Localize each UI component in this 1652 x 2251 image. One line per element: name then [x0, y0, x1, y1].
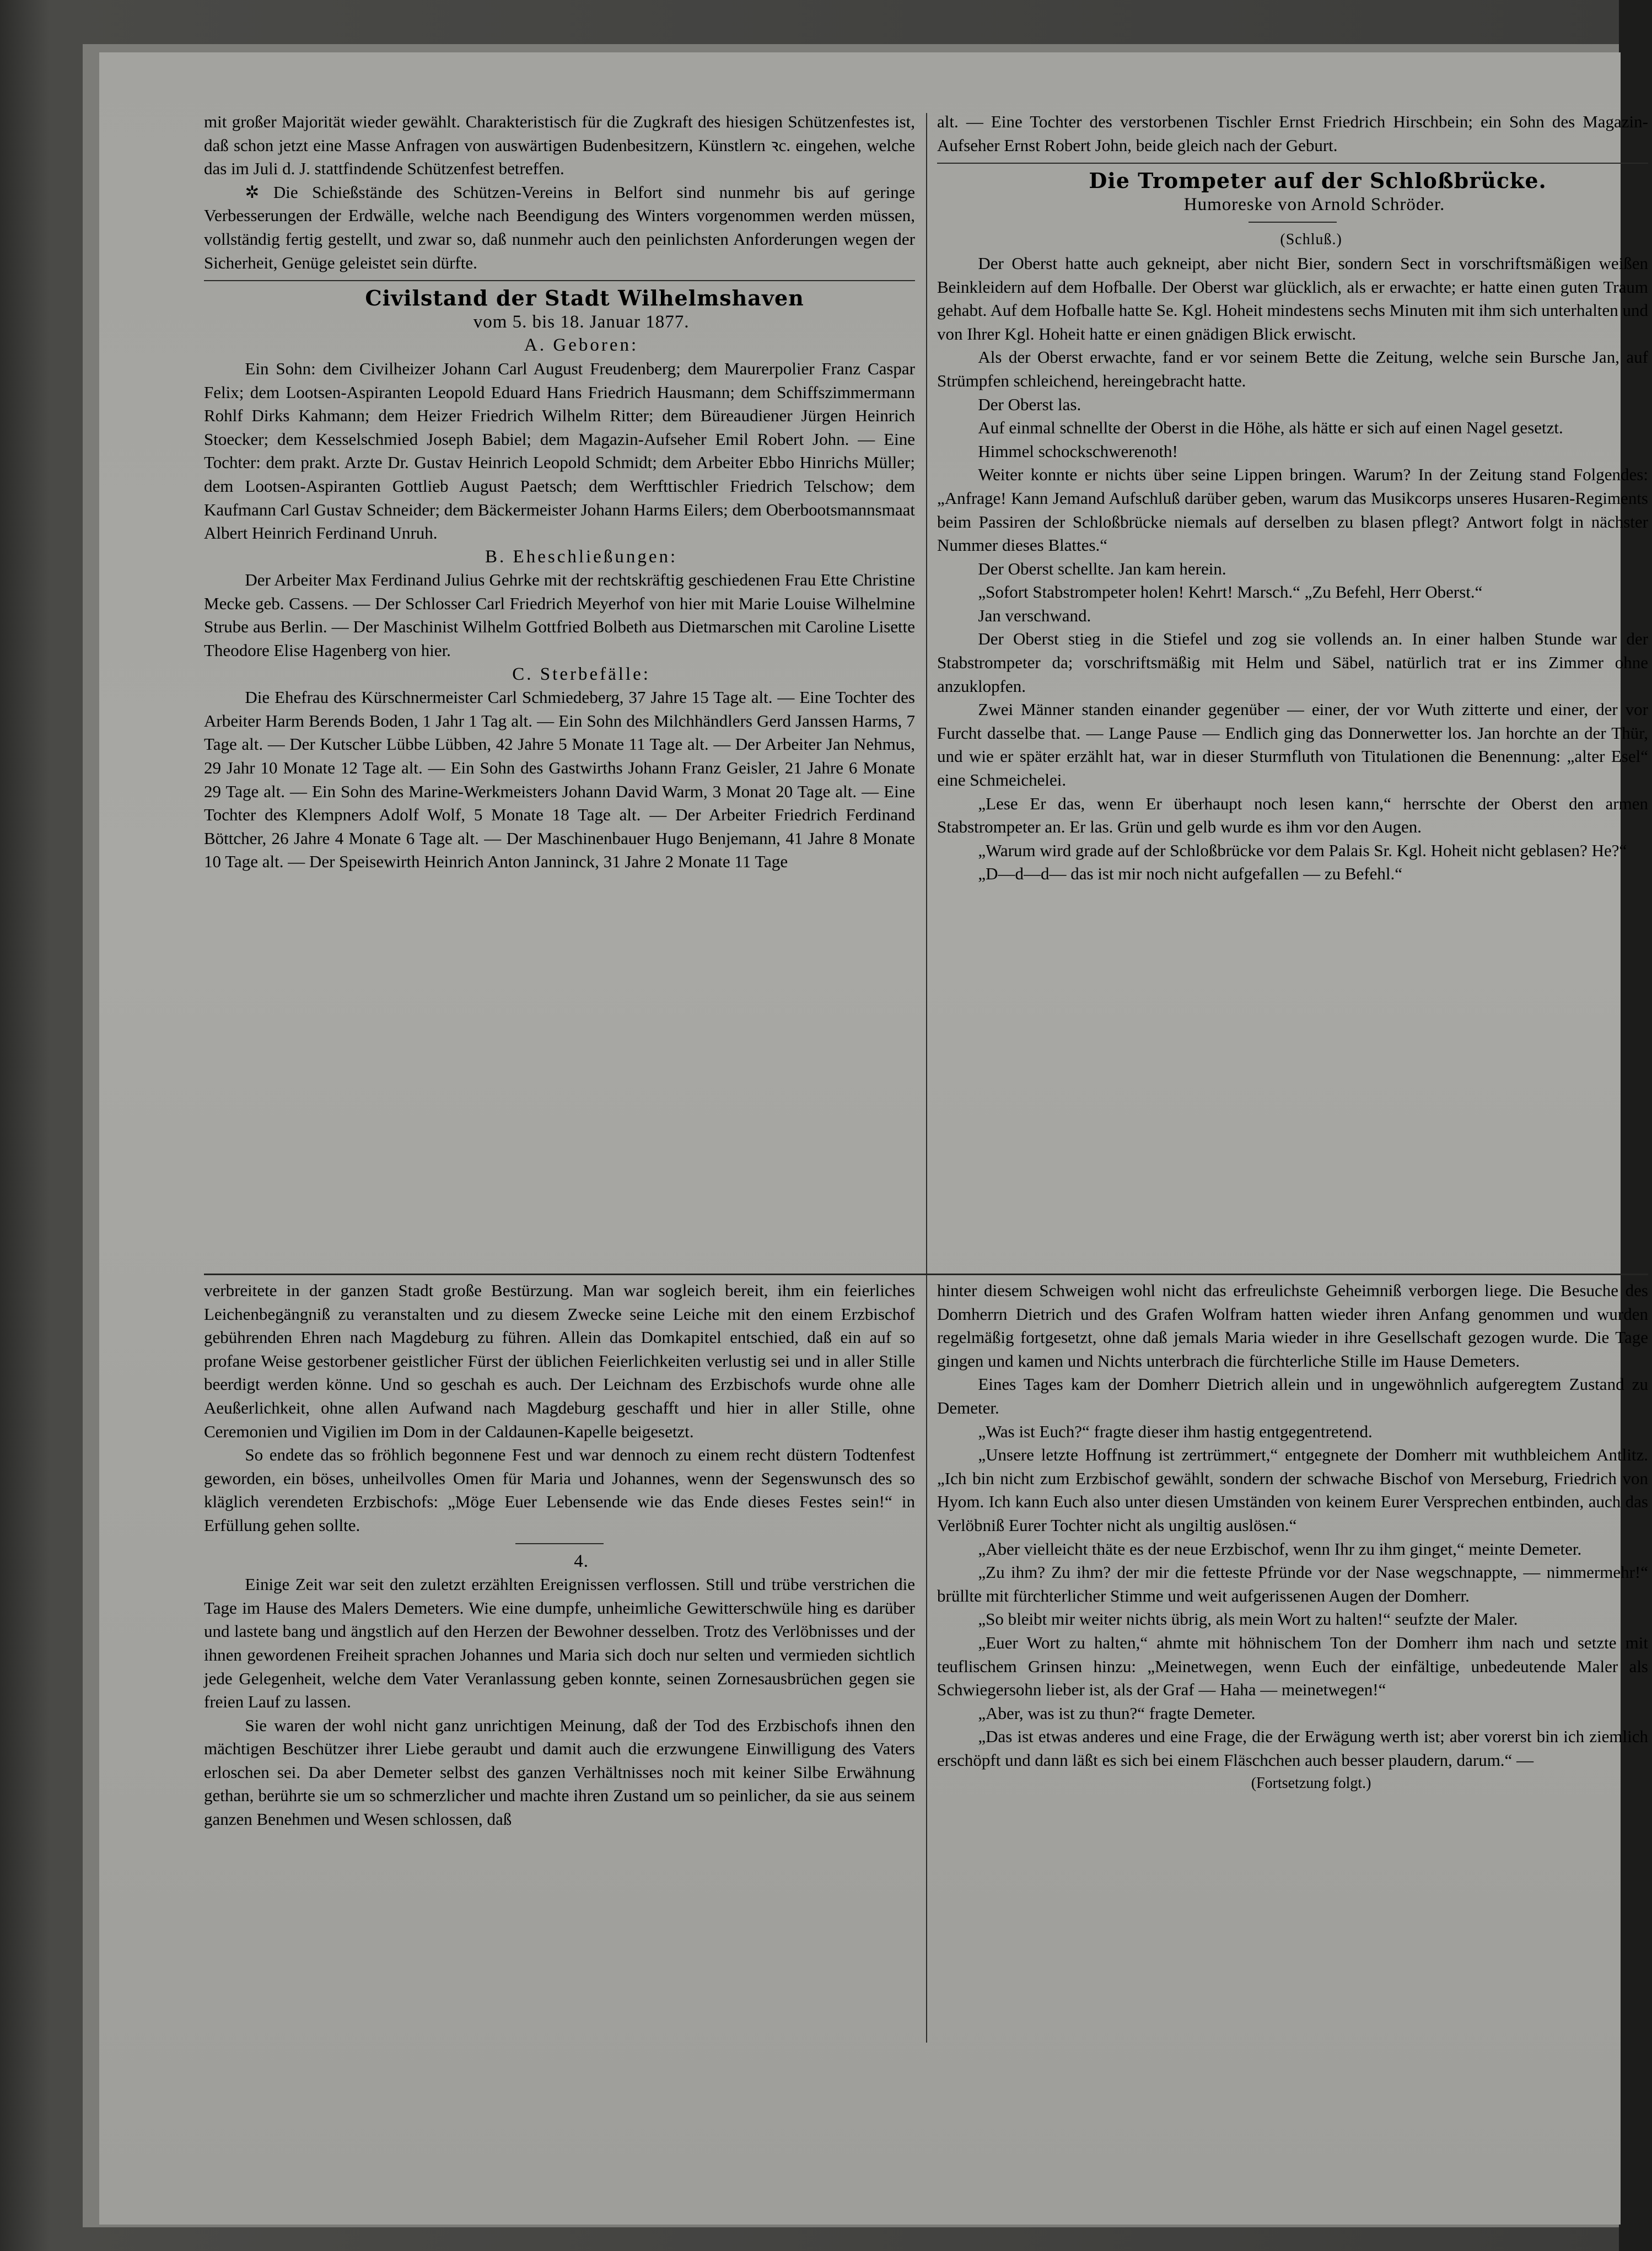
rule	[515, 1543, 604, 1544]
story-paragraph: Auf einmal schnellte der Oberst in die Höhe, als hätte er sich auf einen Nagel gesetzt.	[978, 418, 1563, 438]
serial-paragraph: „So bleibt mir weiter nichts übrig, als mein Wort zu halten!“ seufzte der Maler.	[978, 1609, 1518, 1629]
serial-paragraph: „Was ist Euch?“ fragte dieser ihm hastig entgegentretend.	[978, 1421, 1373, 1441]
serial-paragraph: „Unsere letzte Hoffnung ist zertrümmert,“ entgegnete der Domherr mit wuthbleichem Antlitz. „Ich bin nicht zum Erzbischof gewählt, sondern der schwache Bischof von Merseburg, Friedrich von Hyom. Ich kann Euch also unter diesen Umständen von keinem Eurer Versprechen entbinden, auch das Verlöbniß Eurer Tochter nicht als ungiltig auslösen.“	[937, 1445, 1648, 1535]
local-news-paragraph: mit großer Majorität wieder gewählt. Charakteristisch für die Zugkraft des hiesigen Schützenfestes ist, daß schon jetzt eine Masse Anfragen von auswärtigen Budenbesitzern, Künstlern ꝛc. eingehen, welche das im Juli d. J. stattfindende Schützenfest betreffen.	[204, 112, 915, 179]
serial-paragraph: „Aber vielleicht thäte es der neue Erzbischof, wenn Ihr zu ihm ginget,“ meinte Demeter.	[978, 1539, 1582, 1559]
story-paragraph: Zwei Männer standen einander gegenüber — einer, der vor Wuth zitterte und einer, der vor Furcht dasselbe that. — Lange Pause — Endlich ging das Donnerwetter los. Jan horchte an der Thür, und wie er später erzählt hat, war in dieser Sturmfluth von Titulationen die Benennung: „alter Esel“ eine Schmeichelei.	[937, 700, 1648, 790]
story-subtitle: Humoreske von Arnold Schröder.	[1183, 194, 1445, 214]
left-bottom-column	[204, 1279, 915, 1831]
right-top-column	[937, 110, 1648, 886]
marriage-list: Der Arbeiter Max Ferdinand Julius Gehrke mit der rechtskräftig geschiedenen Frau Ette Christine Mecke geb. Cassens. — Der Schlosser Carl Friedrich Meyerhof von hier mit Marie Louise Wilhelmine Strube aus Berlin. — Der Maschinist Wilhelm Gottfried Bolbeth aus Dietmarschen mit Caroline Lisette Theodore Elise Hagenberg von hier.	[204, 570, 915, 660]
serial-paragraph: „Das ist etwas anderes und eine Frage, die der Erwägung werth ist; aber vorerst bin ich ziemlich erschöpft und dann läßt es sich bei einem Fläschchen auch besser plaudern, darum.“ —	[937, 1727, 1648, 1770]
serial-paragraph: Eines Tages kam der Domherr Dietrich allein und in ungewöhnlich aufgeregtem Zustand zu Demeter.	[937, 1374, 1648, 1417]
story-paragraph: Himmel schockschwerenoth!	[978, 441, 1178, 461]
rule	[1249, 222, 1337, 223]
story-part-label: (Schluß.)	[1280, 231, 1342, 249]
serial-paragraph: Einige Zeit war seit den zuletzt erzählten Ereignissen verflossen. Still und trübe verstrichen die Tage im Hause des Malers Demeters. Wie eine dumpfe, unheimliche Gewitterschwüle hing es darüber und lastete bang und ängstlich auf den Herzen der Bewohner desselben. Trotz des Verlöbnisses und der ihnen gewordenen Freiheit sprachen Johannes und Maria sich doch nur selten und vermieden sichtlich jede Gelegenheit, welche dem Vater Veranlassung geben konnte, seinen Zornesausbrüchen gegen sie freien Lauf zu lassen.	[204, 1575, 915, 1712]
story-paragraph: „Sofort Stabstrompeter holen! Kehrt! Marsch.“ „Zu Befehl, Herr Oberst.“	[978, 582, 1483, 602]
civil-registry-title: Civilstand der Stadt Wilhelmshaven	[365, 286, 804, 311]
story-title: Die Trompeter auf der Schloßbrücke.	[1089, 168, 1547, 194]
marriage-heading: B. Eheschließungen:	[485, 546, 678, 567]
story-paragraph: „Lese Er das, wenn Er überhaupt noch lesen kann,“ herrschte der Oberst den armen Stabstrompeter an. Er las. Grün und gelb wurde es ihm vor den Augen.	[937, 793, 1648, 837]
serial-paragraph: „Aber, was ist zu thun?“ fragte Demeter.	[978, 1703, 1256, 1723]
right-bottom-column	[937, 1279, 1648, 1796]
born-list: Ein Sohn: dem Civilheizer Johann Carl August Freudenberg; dem Maurerpolier Franz Caspar Felix; dem Lootsen-Aspiranten Leopold Eduard Hans Friedrich Hausmann; dem Schiffszimmermann Rohlf Dirks Kahmann; dem Heizer Friedrich Wilhelm Ritter; dem Büreaudiener Jürgen Heinrich Stoecker; dem Kesselschmied Joseph Babiel; dem Magazin-Aufseher Emil Robert John. — Eine Tochter: dem prakt. Arzte Dr. Gustav Heinrich Leopold Schmidt; dem Arbeiter Ebbo Hinrichs Müller; dem Lootsen-Aspiranten Gottlieb August Paetsch; dem Werfttischler Friedrich Telschow; dem Kaufmann Carl Gustav Schneider; dem Bäckermeister Johann Harms Eilers; dem Oberbootsmannsmaat Albert Heinrich Ferdinand Unruh.	[204, 358, 915, 543]
story-paragraph: Als der Oberst erwachte, fand er vor seinem Bette die Zeitung, welche sein Bursche Jan, auf Strümpfen schleichend, hereingebracht hatte.	[937, 347, 1648, 390]
death-list: Die Ehefrau des Kürschnermeister Carl Schmiedeberg, 37 Jahre 15 Tage alt. — Eine Tochter des Arbeiter Harm Berends Boden, 1 Jahr 1 Tag alt. — Ein Sohn des Milchhändlers Gerd Janssen Harms, 7 Tage alt. — Der Kutscher Lübbe Lübben, 42 Jahre 5 Monate 11 Tage alt. — Der Arbeiter Jan Nehmus, 29 Jahr 10 Monate 12 Tage alt. — Ein Sohn des Gastwirths Johann Franz Geisler, 21 Jahre 6 Monate 29 Tage alt. — Ein Sohn des Marine-Werkmeisters Johann David Warm, 3 Monat 20 Tage alt. — Eine Tochter des Klempners Adolf Wolf, 5 Monate 18 Tage alt. — Der Arbeiter Friedrich Ferdinand Böttcher, 26 Jahre 4 Monate 6 Tage alt. — Der Maschinenbauer Hugo Benjemann, 41 Jahre 8 Monate 10 Tage alt. — Der Speisewirth Heinrich Anton Janninck, 31 Jahre 2 Monate 11 Tage	[204, 687, 915, 872]
story-paragraph: Der Oberst las.	[978, 394, 1081, 414]
continued-note: (Fortsetzung folgt.)	[1251, 1775, 1371, 1792]
story-paragraph: Jan verschwand.	[978, 605, 1091, 625]
civil-registry-dates: vom 5. bis 18. Januar 1877.	[473, 311, 690, 332]
local-news-paragraph: ✲ Die Schießstände des Schützen-Vereins in Belfort sind nunmehr bis auf geringe Verbesserungen der Erdwälle, welche nach Beendigung des Winters vorgenommen werden müssen, vollständig fertig gestellt, und zwar so, daß nunmehr auch den peinlichsten Anforderungen wegen der Sicherheit, Genüge geleistet sein dürfte.	[204, 182, 915, 272]
story-paragraph: Der Oberst schellte. Jan kam herein.	[978, 558, 1226, 578]
death-list-continuation: alt. — Eine Tochter des verstorbenen Tischler Ernst Friedrich Hirschbein; ein Sohn des Magazin-Aufseher Ernst Robert John, beide gleich nach der Geburt.	[937, 112, 1648, 155]
left-top-column	[204, 110, 915, 874]
story-paragraph: Weiter konnte er nichts über seine Lippen bringen. Warum? In der Zeitung stand Folgendes: „Anfrage! Kann Jemand Aufschluß darüber geben, warum das Musikcorps unseres Husaren-Regiments beim Passiren der Schloßbrücke niemals auf derselben zu blasen pflegt? Antwort folgt in nächster Nummer dieses Blattes.“	[937, 465, 1648, 555]
story-paragraph: „D—d—d— das ist mir noch nicht aufgefallen — zu Befehl.“	[978, 864, 1403, 884]
chapter-number: 4.	[574, 1551, 589, 1571]
death-heading: C. Sterbefälle:	[512, 664, 650, 684]
serial-paragraph: „Zu ihm? Zu ihm? der mir die fetteste Pfründe vor der Nase wegschnappte, — nimmermehr!“ brüllte mit fürchterlicher Stimme und weit aufgerissenen Augen der Domherr.	[937, 1562, 1648, 1605]
column-divider	[926, 113, 927, 2043]
section-divider	[204, 1274, 1648, 1275]
serial-paragraph: So endete das so fröhlich begonnene Fest und war dennoch zu einem recht düstern Todtenfest geworden, ein böses, unheilvolles Omen für Maria und Johannes, wenn der Segenswunsch des so kläglich verendeten Erzbischofs: „Möge Euer Lebensende wie das Ende dieses Festes sein!“ in Erfüllung gehen sollte.	[204, 1445, 915, 1535]
rule	[204, 280, 915, 281]
serial-paragraph: „Euer Wort zu halten,“ ahmte mit höhnischem Ton der Domherr ihm nach und setzte mit teuflischem Grinsen hinzu: „Meinetwegen, wenn Euch der einfältige, unbedeutende Maler als Schwiegersohn lieber ist, als der Graf — Haha — meinetwegen!“	[937, 1632, 1648, 1700]
story-paragraph: „Warum wird grade auf der Schloßbrücke vor dem Palais Sr. Kgl. Hoheit nicht geblasen? He?“	[978, 840, 1627, 860]
story-paragraph: Der Oberst stieg in die Stiefel und zog sie vollends an. In einer halben Stunde war der Stabstrompeter da; vorschriftsmäßig mit Helm und Säbel, natürlich trat er ins Zimmer ohne anzuklopfen.	[937, 629, 1648, 696]
serial-paragraph: verbreitete in der ganzen Stadt große Bestürzung. Man war sogleich bereit, ihm ein feierliches Leichenbegängniß zu veranstalten und zu diesem Zwecke seine Leiche mit den einem Erzbischof gebührenden Ehren nach Magdeburg zu führen. Allein das Domkapitel entschied, daß ein auf so profane Weise gestorbener geistlicher Fürst der üblichen Feierlichkeiten verlustig sei und in aller Stille beerdigt werden könne. Und so geschah es auch. Der Leichnam des Erzbischofs wurde ohne alle Aeußerlichkeit, ohne allen Aufwand nach Magdeburg geschafft und hier in aller Stille, ohne Ceremonien und Vigilien im Dom in der Caldaunen-Kapelle beigesetzt.	[204, 1281, 915, 1441]
serial-paragraph: Sie waren der wohl nicht ganz unrichtigen Meinung, daß der Tod des Erzbischofs ihnen den mächtigen Beschützer ihrer Liebe geraubt und damit auch die erzwungene Einwilligung des Vaters erloschen sei. Da aber Demeter selbst des ganzen Verhältnisses noch mit keiner Silbe Erwähnung gethan, berührte sie um so schmerzlicher und machte ihren Zustand um so peinlicher, da sie aus seinem ganzen Benehmen und Wesen schlossen, daß	[204, 1715, 915, 1829]
born-heading: A. Geboren:	[524, 335, 639, 356]
rule	[937, 163, 1648, 164]
story-paragraph: Der Oberst hatte auch gekneipt, aber nicht Bier, sondern Sect in vorschriftsmäßigen weißen Beinkleidern auf dem Hofballe. Der Oberst war glücklich, als er erwachte; er hatte einen guten Traum gehabt. Auf dem Hofballe hatte Se. Kgl. Hoheit mindestens sechs Minuten mit ihm sich unterhalten und von Ihrer Kgl. Hoheit hatte er einen gnädigen Blick erwischt.	[937, 253, 1648, 343]
serial-paragraph: hinter diesem Schweigen wohl nicht das erfreulichste Geheimniß verborgen liege. Die Besuche des Domherrn Dietrich und des Grafen Wolfram hatten wieder ihren Anfang genommen und wurden regelmäßig fortgesetzt, ohne daß jemals Maria wieder in ihre Gesellschaft gezogen wurde. Die Tage gingen und kamen und Nichts unterbrach die fürchterliche Stille im Hause Demeters.	[937, 1281, 1648, 1371]
